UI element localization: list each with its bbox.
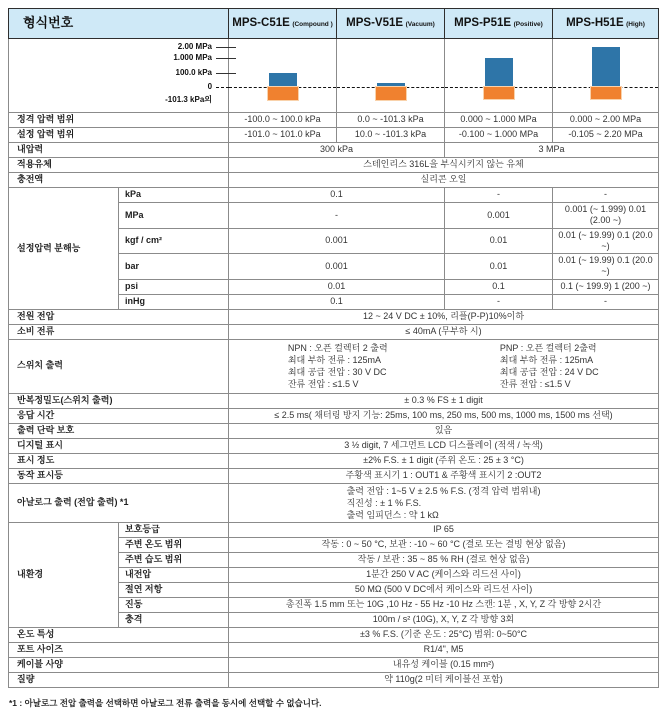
value-p51e: - xyxy=(445,188,553,203)
spec-value: 주황색 표시기 1 : OUT1 & 주황색 표시기 2 :OUT2 xyxy=(229,468,659,483)
unit-label: MPa xyxy=(119,203,229,229)
axis-tick-label: 0 xyxy=(207,82,213,91)
value-c51e-v51e: 300 kPa xyxy=(229,143,445,158)
model-name: MPS-V51E xyxy=(346,17,404,30)
analog-output-cell xyxy=(229,483,659,523)
value-c51e-v51e: 0.001 xyxy=(229,254,445,280)
chart-axis-cell xyxy=(9,39,229,113)
row-resolution-kpa xyxy=(9,188,659,203)
chart-cell-c51e xyxy=(229,39,337,113)
env-item-label: 보호등급 xyxy=(119,523,229,538)
spec-label: 질량 xyxy=(9,673,229,688)
env-item-label: 절연 저항 xyxy=(119,583,229,598)
value-c51e-v51e: 0.01 xyxy=(229,279,445,294)
model-header-p51e xyxy=(445,9,553,39)
value-h51e: 0.01 (~ 19.99) 0.1 (20.0 ~) xyxy=(553,228,659,254)
row-set-pressure-range xyxy=(9,128,659,143)
model-name: MPS-P51E xyxy=(454,17,512,30)
spec-label: 온도 특성 xyxy=(9,628,229,643)
model-header-v51e xyxy=(337,9,445,39)
value-h51e: - xyxy=(553,188,659,203)
value-c51e-v51e: - xyxy=(229,203,445,229)
spec-label: 동작 표시등 xyxy=(9,468,229,483)
row-cable-spec xyxy=(9,658,659,673)
env-item-label: 내전압 xyxy=(119,568,229,583)
analog-line: 직진성 : ± 1 % F.S. xyxy=(346,497,422,508)
spec-label: 내압력 xyxy=(9,143,229,158)
spec-value: IP 65 xyxy=(229,523,659,538)
unit-label: psi xyxy=(119,279,229,294)
unit-label: kgf / cm² xyxy=(119,228,229,254)
analog-output-block xyxy=(232,485,655,522)
value-c51e: -101.0 ~ 101.0 kPa xyxy=(229,128,337,143)
pnp-line: PNP : 오픈 컬렉터 2출력 xyxy=(499,342,597,353)
model-header-c51e xyxy=(229,9,337,39)
spec-label: 케이블 사양 xyxy=(9,658,229,673)
spec-label: 반복정밀도(스위치 출력) xyxy=(9,393,229,408)
spec-label: 전원 전압 xyxy=(9,309,229,324)
spec-label: 정격 압력 범위 xyxy=(9,113,229,128)
row-port-size xyxy=(9,643,659,658)
pnp-line: 최대 부하 전류 : 125mA xyxy=(499,354,594,365)
spec-value: ± 0.3 % FS ± 1 digit xyxy=(229,393,659,408)
row-digital-display xyxy=(9,438,659,453)
value-p51e: 0.01 xyxy=(445,228,553,254)
spec-label: 아날로그 출력 (전압 출력) *1 xyxy=(9,483,229,523)
axis-tick-label: 1.000 MPa xyxy=(173,53,213,62)
spec-label: 응답 시간 xyxy=(9,408,229,423)
spec-value: R1/4", M5 xyxy=(229,643,659,658)
spec-value: ±2% F.S. ± 1 digit (주위 온도 : 25 ± 3 °C) xyxy=(229,453,659,468)
spec-label: 설정 압력 범위 xyxy=(9,128,229,143)
value-v51e: 0.0 ~ -101.3 kPa xyxy=(337,113,445,128)
spec-value: 있음 xyxy=(229,423,659,438)
spec-label: 충전액 xyxy=(9,173,229,188)
value-c51e-v51e: 0.1 xyxy=(229,188,445,203)
spec-value: 실리콘 오일 xyxy=(229,173,659,188)
row-response-time xyxy=(9,408,659,423)
model-name: MPS-C51E xyxy=(232,17,290,30)
row-fill-liquid xyxy=(9,173,659,188)
spec-value: 내유성 케이블 (0.15 mm²) xyxy=(229,658,659,673)
value-h51e: -0.105 ~ 2.20 MPa xyxy=(553,128,659,143)
model-header-h51e xyxy=(553,9,659,39)
row-supply-voltage xyxy=(9,309,659,324)
axis-tick-mark xyxy=(216,73,236,74)
negative-range-bar xyxy=(484,87,514,99)
spec-value: 총진폭 1.5 mm 또는 10G ,10 Hz - 55 Hz -10 Hz 스캔: 1분 , X, Y, Z 각 방향 2시간 xyxy=(229,598,659,613)
value-p51e: 0.000 ~ 1.000 MPa xyxy=(445,113,553,128)
positive-range-bar xyxy=(592,47,620,87)
model-variant: (Vacuum) xyxy=(405,21,435,29)
row-display-accuracy xyxy=(9,453,659,468)
value-p51e-h51e: 3 MPa xyxy=(445,143,659,158)
npn-line: 최대 공급 전압 : 30 V DC xyxy=(287,366,387,377)
row-applicable-fluid xyxy=(9,158,659,173)
spec-label: 설정압력 분해능 xyxy=(9,188,119,310)
spec-label: 표시 정도 xyxy=(9,453,229,468)
row-weight xyxy=(9,673,659,688)
switch-output-cell xyxy=(229,339,659,393)
analog-line: 출력 전압 : 1~5 V ± 2.5 % F.S. (정격 압력 범위내) xyxy=(346,485,541,496)
row-analog-output xyxy=(9,483,659,523)
value-c51e-v51e: 0.001 xyxy=(229,228,445,254)
spec-label: 디지털 표시 xyxy=(9,438,229,453)
row-proof-pressure xyxy=(9,143,659,158)
npn-block xyxy=(232,342,444,391)
spec-value: 100m / s² (10G), X, Y, Z 각 방향 3회 xyxy=(229,613,659,628)
value-p51e: 0.001 xyxy=(445,203,553,229)
spec-value: 50 MΩ (500 V DC에서 케이스와 리드선 사이) xyxy=(229,583,659,598)
chart-cell-v51e xyxy=(337,39,445,113)
spec-value: ±3 % F.S. (기준 온도 : 25°C) 범위: 0~50°C xyxy=(229,628,659,643)
spec-label: 내환경 xyxy=(9,523,119,628)
value-p51e: 0.01 xyxy=(445,254,553,280)
model-variant: (Compound ) xyxy=(292,21,333,29)
model-variant: (Positive) xyxy=(513,21,543,29)
axis-tick-label: 2.00 MPa xyxy=(177,42,213,51)
spec-value: 스테인리스 316L을 부식시키지 않는 유체 xyxy=(229,158,659,173)
spec-value: 1분간 250 V AC (케이스와 리드선 사이) xyxy=(229,568,659,583)
model-variant: (High) xyxy=(626,21,645,29)
npn-line: NPN : 오픈 컬렉터 2 출력 xyxy=(287,342,388,353)
pnp-block xyxy=(444,342,656,391)
spec-value: 약 110g(2 미터 케이블선 포함) xyxy=(229,673,659,688)
positive-range-bar xyxy=(269,73,297,87)
switch-output-blocks xyxy=(232,342,655,391)
row-short-circuit-protection xyxy=(9,423,659,438)
env-item-label: 주변 온도 범위 xyxy=(119,538,229,553)
spec-table xyxy=(8,8,659,688)
analog-line: 출력 임피던스 : 약 1 kΩ xyxy=(346,509,439,520)
row-env-protection-rating xyxy=(9,523,659,538)
spec-value: 12 ~ 24 V DC ± 10%, 리플(P-P)10%이하 xyxy=(229,309,659,324)
page-title: 형식번호 xyxy=(9,9,229,39)
spec-label: 적용유체 xyxy=(9,158,229,173)
axis-tick-label: 100.0 kPa xyxy=(175,68,213,77)
row-switch-output xyxy=(9,339,659,393)
value-c51e-v51e: 0.1 xyxy=(229,294,445,309)
value-c51e: -100.0 ~ 100.0 kPa xyxy=(229,113,337,128)
value-h51e: 0.1 (~ 199.9) 1 (200 ~) xyxy=(553,279,659,294)
axis-tick-mark xyxy=(216,47,236,48)
negative-range-bar xyxy=(268,87,298,100)
npn-line: 잔류 전압 : ≤1.5 V xyxy=(287,379,359,390)
chart-cell-p51e xyxy=(445,39,553,113)
header-row xyxy=(9,9,659,39)
value-h51e: 0.000 ~ 2.00 MPa xyxy=(553,113,659,128)
value-h51e: 0.001 (~ 1.999) 0.01 (2.00 ~) xyxy=(553,203,659,229)
row-indicator xyxy=(9,468,659,483)
footnote: *1 : 아날로그 전압 출력을 선택하면 아날로그 전류 출력을 동시에 선택할 수 없습니다. xyxy=(9,698,322,709)
spec-value: ≤ 40mA (무부하 시) xyxy=(229,324,659,339)
spec-value: 작동 : 0 ~ 50 °C, 보관 : -10 ~ 60 °C (결로 또는 결빙 현상 없음) xyxy=(229,538,659,553)
unit-label: bar xyxy=(119,254,229,280)
positive-range-bar xyxy=(485,58,513,87)
value-p51e: -0.100 ~ 1.000 MPa xyxy=(445,128,553,143)
zero-line-stub xyxy=(216,87,229,88)
spec-label: 출력 단락 보호 xyxy=(9,423,229,438)
value-p51e: 0.1 xyxy=(445,279,553,294)
spec-value: 작동 / 보관 : 35 ~ 85 % RH (결로 현상 없음) xyxy=(229,553,659,568)
env-item-label: 충격 xyxy=(119,613,229,628)
row-repeatability xyxy=(9,393,659,408)
axis-tick-mark xyxy=(216,58,236,59)
pnp-line: 최대 공급 전압 : 24 V DC xyxy=(499,366,599,377)
row-rated-pressure-range xyxy=(9,113,659,128)
spec-value: ≤ 2.5 ms( 채터링 방지 기능: 25ms, 100 ms, 250 ms, 500 ms, 1000 ms, 1500 ms 선택) xyxy=(229,408,659,423)
pressure-range-chart-row xyxy=(9,39,659,113)
env-item-label: 진동 xyxy=(119,598,229,613)
env-item-label: 주변 습도 범위 xyxy=(119,553,229,568)
spec-label: 포트 사이즈 xyxy=(9,643,229,658)
chart-cell-h51e xyxy=(553,39,659,113)
negative-range-bar xyxy=(376,87,406,100)
negative-range-bar xyxy=(591,87,621,99)
unit-label: kPa xyxy=(119,188,229,203)
row-current-consumption xyxy=(9,324,659,339)
value-v51e: 10.0 ~ -101.3 kPa xyxy=(337,128,445,143)
unit-label: inHg xyxy=(119,294,229,309)
pnp-line: 잔류 전압 : ≤1.5 V xyxy=(499,379,571,390)
npn-line: 최대 부하 전류 : 125mA xyxy=(287,354,382,365)
row-temperature-characteristics xyxy=(9,628,659,643)
value-p51e: - xyxy=(445,294,553,309)
spec-label: 스위치 출력 xyxy=(9,339,229,393)
axis-tick-label: -101.3 kPa의 xyxy=(165,95,213,104)
spec-sheet xyxy=(8,8,658,709)
spec-value: 3 ½ digit, 7 세그먼트 LCD 디스플레이 (적색 / 녹색) xyxy=(229,438,659,453)
value-h51e: 0.01 (~ 19.99) 0.1 (20.0 ~) xyxy=(553,254,659,280)
value-h51e: - xyxy=(553,294,659,309)
spec-label: 소비 전류 xyxy=(9,324,229,339)
model-name: MPS-H51E xyxy=(566,17,624,30)
